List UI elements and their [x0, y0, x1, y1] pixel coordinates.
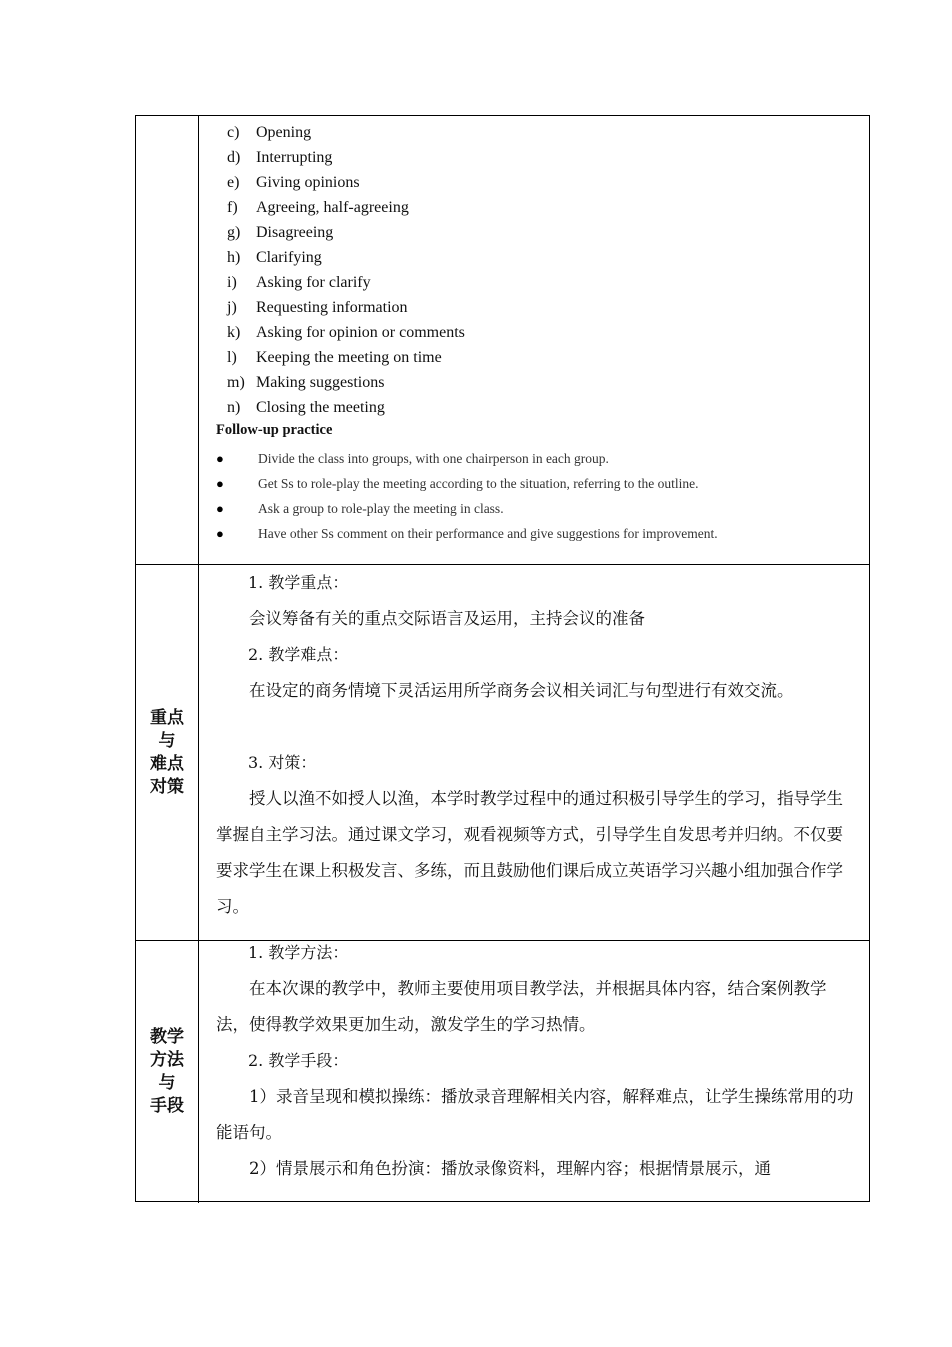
- bullet-item: ● Get Ss to role-play the meeting according to the situation, referring to the outline.: [216, 471, 718, 496]
- list-item: n) Closing the meeting: [227, 399, 385, 416]
- list-item: g) Disagreeing: [227, 224, 334, 241]
- bullet-dot-icon: ●: [216, 526, 224, 541]
- row-label-methods: 教学 方法 与 手段: [136, 941, 199, 1203]
- bullet-dot-icon: ●: [216, 451, 224, 466]
- paragraph-strategies: 授人以渔不如授人以渔，本学时教学过程中的通过积极引导学生的学习，指导学生掌握自主学习法。通过课文学习，观看视频等方式，引导学生自发思考并归纳。不仅要要求学生在课上积极发言、多练，而且鼓励他们课后成立英语学习兴趣小组加强合作学习。: [216, 789, 843, 916]
- row-label-key-points: 重点 与 难点 对策: [136, 565, 199, 940]
- list-item: f) Agreeing, half-agreeing: [227, 199, 409, 216]
- list-item: j) Requesting information: [227, 299, 408, 316]
- list-item: i) Asking for clarify: [227, 274, 371, 291]
- row-key-points: [136, 565, 869, 941]
- row-content: [199, 565, 869, 940]
- bullet-dot-icon: ●: [216, 476, 224, 491]
- bullet-dot-icon: ●: [216, 501, 224, 516]
- followup-bullet-list: [216, 446, 718, 546]
- list-item: d) Interrupting: [227, 149, 333, 166]
- heading-difficult-points: 2. 教学难点：: [248, 645, 349, 664]
- row-methods: [136, 941, 869, 1203]
- row-language-functions: [136, 116, 869, 565]
- heading-strategies: 3. 对策：: [248, 753, 317, 772]
- list-item: e) Giving opinions: [227, 174, 360, 191]
- list-item: m) Making suggestions: [227, 374, 385, 391]
- paragraph-means-2: 2）情景展示和角色扮演：播放录像资料，理解内容；根据情景展示，通: [249, 1159, 771, 1178]
- bullet-item: ● Ask a group to role-play the meeting in class.: [216, 496, 718, 521]
- lesson-plan-table: [135, 115, 870, 1202]
- followup-title: Follow-up practice: [216, 422, 333, 438]
- bullet-item: ● Divide the class into groups, with one chairperson in each group.: [216, 446, 718, 471]
- heading-means: 2. 教学手段：: [248, 1051, 349, 1070]
- paragraph-key-points: 会议筹备有关的重点交际语言及运用，主持会议的准备: [249, 609, 645, 628]
- row-content: [199, 941, 869, 1203]
- heading-key-points: 1. 教学重点：: [248, 573, 349, 592]
- row-content: [199, 116, 869, 564]
- paragraph-difficult-points: 在设定的商务情境下灵活运用所学商务会议相关词汇与句型进行有效交流。: [249, 681, 794, 700]
- paragraph-means-1: 1）录音呈现和模拟操练：播放录音理解相关内容，解释难点，让学生操练常用的功能语句。: [216, 1087, 854, 1142]
- list-item: c) Opening: [227, 124, 312, 141]
- heading-methods: 1. 教学方法：: [248, 943, 349, 962]
- list-item: h) Clarifying: [227, 249, 322, 266]
- bullet-item: ● Have other Ss comment on their performance and give suggestions for improvement.: [216, 521, 718, 546]
- list-item: k) Asking for opinion or comments: [227, 324, 465, 341]
- function-list: [218, 120, 465, 420]
- row-label-empty: [136, 116, 199, 564]
- paragraph-methods: 在本次课的教学中，教师主要使用项目教学法，并根据具体内容，结合案例教学法，使得教学效果更加生动，激发学生的学习热情。: [216, 979, 827, 1034]
- list-item: l) Keeping the meeting on time: [227, 349, 442, 366]
